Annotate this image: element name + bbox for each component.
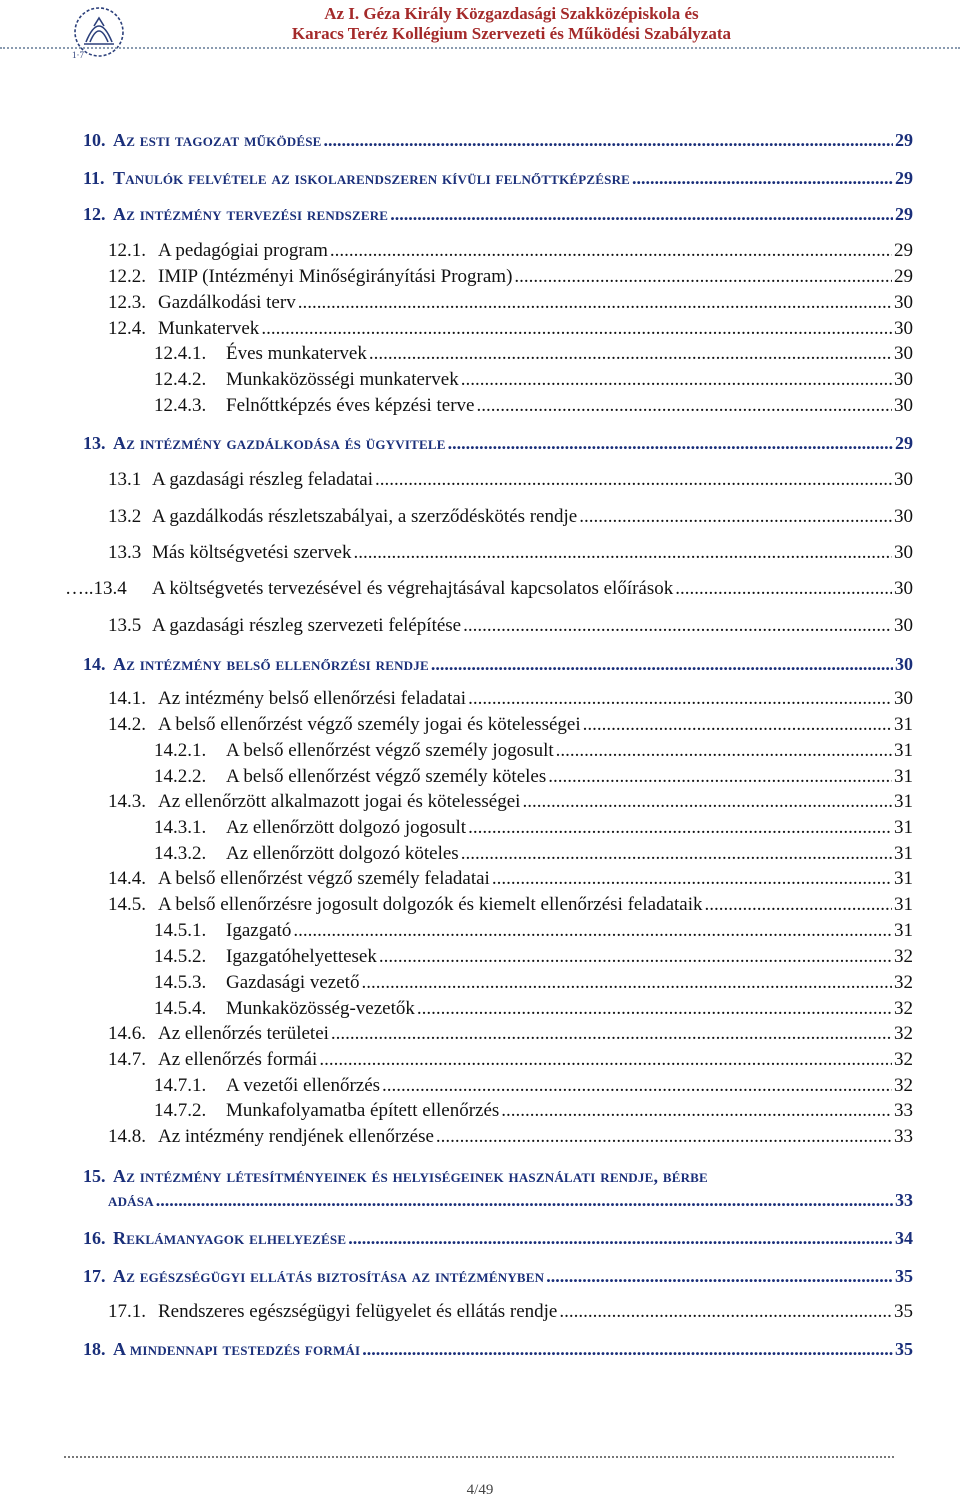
toc-entry-page: 30 bbox=[894, 578, 913, 599]
toc-leader-dots bbox=[461, 843, 892, 865]
toc-entry-title: Gazdasági vezető bbox=[226, 972, 360, 993]
toc-leader-dots bbox=[156, 1190, 893, 1211]
toc-leader-dots bbox=[319, 1049, 892, 1071]
toc-leader-dots bbox=[556, 740, 892, 762]
toc-entry-number: 13. bbox=[83, 433, 106, 453]
toc-leader-dots bbox=[382, 1075, 892, 1097]
toc-entry-title: Munkaközösség-vezetők bbox=[226, 998, 415, 1019]
toc-entry-page: 29 bbox=[895, 168, 913, 188]
toc-entry[interactable] bbox=[83, 130, 913, 151]
toc-entry-title: IMIP (Intézményi Minőségirányítási Program) bbox=[158, 266, 513, 287]
toc-leader-dots bbox=[361, 972, 892, 994]
toc-entry-page: 32 bbox=[894, 998, 913, 1019]
toc-entry[interactable] bbox=[154, 998, 913, 1020]
toc-entry-title: Tanulók felvétele az iskolarendszeren kívüli felnőttképzésre bbox=[113, 168, 631, 188]
toc-entry[interactable] bbox=[154, 817, 913, 839]
toc-leader-dots bbox=[546, 1266, 893, 1287]
toc-entry-number: 14.5.4. bbox=[154, 998, 207, 1019]
toc-entry-number: 14.7. bbox=[108, 1049, 146, 1070]
toc-entry-number: 14.3.1. bbox=[154, 817, 207, 838]
toc-entry-title: Munkafolyamatba épített ellenőrzés bbox=[226, 1100, 500, 1121]
toc-leader-dots bbox=[261, 318, 892, 340]
toc-leader-dots bbox=[579, 506, 892, 528]
toc-leader-dots bbox=[353, 542, 892, 564]
toc-entry-title: Az ellenőrzés formái bbox=[158, 1049, 318, 1070]
toc-entry[interactable] bbox=[108, 469, 913, 491]
toc-entry-page: 30 bbox=[895, 654, 913, 674]
toc-entry-number: 13.5 bbox=[108, 615, 142, 636]
toc-entry-title: Reklámanyagok elhelyezése bbox=[113, 1228, 347, 1248]
toc-entry-number: 14.3. bbox=[108, 791, 146, 812]
toc-entry-title: Felnőttképzés éves képzési terve bbox=[226, 395, 475, 416]
toc-entry-page: 29 bbox=[894, 266, 913, 287]
toc-entry-page: 29 bbox=[895, 204, 913, 224]
toc-entry-page: 29 bbox=[894, 240, 913, 261]
toc-entry-page: 33 bbox=[894, 1100, 913, 1121]
toc-entry-title: Az intézmény rendjének ellenőrzése bbox=[158, 1126, 434, 1147]
toc-entry[interactable] bbox=[108, 894, 913, 916]
toc-entry[interactable] bbox=[108, 1049, 913, 1071]
toc-leader-dots bbox=[431, 654, 893, 675]
toc-entry[interactable] bbox=[154, 740, 913, 762]
toc-leader-dots bbox=[348, 1228, 893, 1249]
toc-entry-number: 12. bbox=[83, 204, 106, 224]
toc-entry-title: Más költségvetési szervek bbox=[152, 542, 352, 563]
toc-entry-title: Éves munkatervek bbox=[226, 343, 367, 364]
toc-entry[interactable] bbox=[108, 542, 913, 564]
toc-leader-dots bbox=[514, 266, 892, 288]
toc-entry[interactable] bbox=[83, 1266, 913, 1287]
toc-entry-number: 14.5.2. bbox=[154, 946, 207, 967]
toc-entry-page: 30 bbox=[894, 369, 913, 390]
toc-leader-dots bbox=[463, 615, 892, 637]
toc-leader-dots bbox=[559, 1301, 892, 1323]
toc-leader-dots bbox=[379, 946, 892, 968]
toc-entry-title: Rendszeres egészségügyi felügyelet és ellátás rendje bbox=[158, 1301, 558, 1322]
toc-entry-page: 30 bbox=[894, 506, 913, 527]
toc-leader-dots bbox=[461, 369, 892, 391]
toc-entry-title: A belső ellenőrzésre jogosult dolgozók és kiemelt ellenőrzési feladataik bbox=[158, 894, 703, 915]
toc-entry-number: 14.8. bbox=[108, 1126, 146, 1147]
toc-entry-title: Munkaközösségi munkatervek bbox=[226, 369, 459, 390]
toc-entry-title: A költségvetés tervezésével és végrehajtásával kapcsolatos előírások bbox=[152, 578, 674, 599]
toc-entry-number: 14.7.2. bbox=[154, 1100, 207, 1121]
toc-leader-dots bbox=[436, 1126, 892, 1148]
toc-entry-number: 14.5. bbox=[108, 894, 146, 915]
toc-entry[interactable] bbox=[154, 972, 913, 994]
toc-entry-number: 14.4. bbox=[108, 868, 146, 889]
toc-entry-number: 14.2.1. bbox=[154, 740, 207, 761]
toc-leader-dots bbox=[375, 469, 892, 491]
toc-leader-dots bbox=[324, 130, 893, 151]
toc-leader-dots bbox=[369, 343, 892, 365]
toc-entry-number: 13.1 bbox=[108, 469, 142, 490]
toc-entry[interactable] bbox=[108, 1301, 913, 1323]
toc-entry-number: 17. bbox=[83, 1266, 106, 1286]
toc-entry-number: 12.1. bbox=[108, 240, 146, 261]
toc-entry-title: Az intézmény belső ellenőrzési feladatai bbox=[158, 688, 467, 709]
toc-leader-dots bbox=[492, 868, 892, 890]
toc-entry[interactable] bbox=[108, 292, 913, 314]
toc-entry-title: A pedagógiai program bbox=[158, 240, 328, 261]
toc-entry-title: A belső ellenőrzést végző személy köteles bbox=[226, 766, 547, 787]
toc-entry[interactable] bbox=[154, 1100, 913, 1122]
toc-entry[interactable] bbox=[108, 1126, 913, 1148]
toc-entry[interactable] bbox=[108, 791, 913, 813]
toc-entry-page: 32 bbox=[894, 1023, 913, 1044]
toc-entry-title: Munkatervek bbox=[158, 318, 260, 339]
toc-entry-page: 30 bbox=[894, 292, 913, 313]
toc-entry[interactable] bbox=[108, 266, 913, 288]
toc-entry-number: 18. bbox=[83, 1339, 106, 1359]
toc-entry-title: Az esti tagozat működése bbox=[113, 130, 322, 150]
svg-text:1·7: 1·7 bbox=[72, 50, 84, 60]
toc-leader-dots bbox=[501, 1100, 892, 1122]
toc-entry-title: A belső ellenőrzést végző személy jogosult bbox=[226, 740, 554, 761]
toc-entry-page: 34 bbox=[895, 1228, 913, 1248]
toc-entry-title: A gazdasági részleg feladatai bbox=[152, 469, 374, 490]
toc-entry-title: Az ellenőrzött dolgozó köteles bbox=[226, 843, 459, 864]
page-number: 4/49 bbox=[466, 1482, 494, 1498]
toc-entry-page: 33 bbox=[894, 1126, 913, 1147]
toc-entry[interactable] bbox=[83, 433, 913, 454]
toc-entry[interactable] bbox=[154, 843, 913, 865]
toc-entry-page: 32 bbox=[894, 946, 913, 967]
toc-leader-dots bbox=[705, 894, 893, 916]
toc-entry-page: 31 bbox=[894, 843, 913, 864]
toc-entry-page: 32 bbox=[894, 972, 913, 993]
toc-leader-dots bbox=[675, 578, 892, 600]
toc-entry-page: 33 bbox=[895, 1190, 913, 1210]
toc-entry-number: …..13.4 bbox=[65, 578, 127, 599]
toc-entry[interactable] bbox=[108, 615, 913, 637]
toc-entry-number: 11. bbox=[83, 168, 105, 188]
toc-entry-title: Igazgatóhelyettesek bbox=[226, 946, 377, 967]
footer-divider bbox=[64, 1456, 894, 1458]
toc-leader-dots bbox=[330, 240, 892, 262]
toc-entry-title: adása bbox=[108, 1190, 154, 1210]
toc-entry-page: 32 bbox=[894, 1075, 913, 1096]
toc-entry-title: A mindennapi testedzés formái bbox=[113, 1339, 361, 1359]
toc-entry-title: A gazdasági részleg szervezeti felépítése bbox=[152, 615, 462, 636]
toc-entry-number: 15. bbox=[83, 1166, 106, 1186]
toc-entry-number: 14.3.2. bbox=[154, 843, 207, 864]
toc-entry-page: 31 bbox=[894, 894, 913, 915]
toc-entry-number: 14.5.3. bbox=[154, 972, 207, 993]
toc-entry-page: 35 bbox=[895, 1266, 913, 1286]
toc-entry[interactable] bbox=[154, 766, 913, 788]
toc-entry[interactable] bbox=[83, 1339, 913, 1360]
toc-entry-page: 30 bbox=[894, 395, 913, 416]
toc-entry-title: Igazgató bbox=[226, 920, 292, 941]
toc-entry-title: A gazdálkodás részletszabályai, a szerződéskötés rendje bbox=[152, 506, 578, 527]
toc-entry-number: 17.1. bbox=[108, 1301, 146, 1322]
toc-entry[interactable] bbox=[154, 1075, 913, 1097]
toc-entry[interactable] bbox=[108, 1190, 913, 1211]
toc-entry-number: 12.4.3. bbox=[154, 395, 207, 416]
toc-leader-dots bbox=[468, 817, 892, 839]
toc-entry-page: 32 bbox=[894, 1049, 913, 1070]
toc-entry-title: Az intézmény tervezési rendszere bbox=[113, 204, 389, 224]
toc-entry[interactable] bbox=[108, 1023, 913, 1045]
toc-entry[interactable] bbox=[65, 578, 913, 600]
toc-entry-page: 29 bbox=[895, 433, 913, 453]
toc-entry[interactable] bbox=[154, 920, 913, 942]
toc-entry-number: 12.2. bbox=[108, 266, 146, 287]
toc-leader-dots bbox=[476, 395, 892, 417]
toc-leader-dots bbox=[390, 204, 893, 225]
toc-leader-dots bbox=[362, 1339, 893, 1360]
toc-entry-title: Az egészségügyi ellátás biztosítása az intézményben bbox=[113, 1266, 545, 1286]
toc-entry-number: 12.4.2. bbox=[154, 369, 207, 390]
toc-leader-dots bbox=[632, 168, 893, 189]
toc-entry-page: 31 bbox=[894, 791, 913, 812]
toc-entry[interactable] bbox=[83, 1228, 913, 1249]
toc-entry-number: 12.4. bbox=[108, 318, 146, 339]
toc-entry[interactable] bbox=[108, 688, 913, 710]
toc-entry-number: 12.4.1. bbox=[154, 343, 207, 364]
toc-entry[interactable] bbox=[154, 343, 913, 365]
toc-entry[interactable] bbox=[154, 946, 913, 968]
toc-entry-title: Az ellenőrzés területei bbox=[158, 1023, 329, 1044]
toc-entry-page: 31 bbox=[894, 740, 913, 761]
toc-leader-dots bbox=[548, 766, 892, 788]
toc-entry-number: 10. bbox=[83, 130, 106, 150]
toc-entry-page: 35 bbox=[895, 1339, 913, 1359]
toc-entry-title: Gazdálkodási terv bbox=[158, 292, 296, 313]
toc-entry[interactable] bbox=[83, 168, 913, 189]
toc-entry-number: 14.2.2. bbox=[154, 766, 207, 787]
toc-entry-page: 31 bbox=[894, 714, 913, 735]
toc-entry-page: 31 bbox=[894, 868, 913, 889]
toc-entry[interactable] bbox=[108, 714, 913, 736]
toc-entry-number: 16. bbox=[83, 1228, 106, 1248]
toc-entry[interactable] bbox=[108, 506, 913, 528]
toc-entry[interactable] bbox=[108, 240, 913, 262]
toc-entry-page: 30 bbox=[894, 688, 913, 709]
toc-entry-title: A belső ellenőrzést végző személy feladatai bbox=[158, 868, 490, 889]
toc-entry-page: 30 bbox=[894, 469, 913, 490]
toc-leader-dots bbox=[293, 920, 892, 942]
toc-entry-page: 35 bbox=[894, 1301, 913, 1322]
toc-entry-page: 30 bbox=[894, 615, 913, 636]
toc-entry-number: 14.7.1. bbox=[154, 1075, 207, 1096]
header-title-line-2: Karacs Teréz Kollégium Szervezeti és Működési Szabályzata bbox=[291, 24, 731, 43]
toc-entry-title: A vezetői ellenőrzés bbox=[226, 1075, 381, 1096]
toc-leader-dots bbox=[522, 791, 892, 813]
toc-entry[interactable] bbox=[83, 1166, 913, 1187]
toc-entry-page: 30 bbox=[894, 542, 913, 563]
toc-entry-page: 31 bbox=[894, 920, 913, 941]
toc-entry-title: Az intézmény belső ellenőrzési rendje bbox=[113, 654, 429, 674]
toc-entry[interactable] bbox=[154, 369, 913, 391]
toc-entry[interactable] bbox=[83, 204, 913, 225]
toc-leader-dots bbox=[331, 1023, 892, 1045]
toc-leader-dots bbox=[583, 714, 892, 736]
toc-entry-number: 14. bbox=[83, 654, 106, 674]
toc-entry-page: 30 bbox=[894, 318, 913, 339]
toc-entry-title: Az ellenőrzött alkalmazott jogai és kötelességei bbox=[158, 791, 521, 812]
toc-entry-title: Az intézmény létesítményeinek és helyiségeinek használati rendje, bérbe bbox=[113, 1166, 708, 1186]
toc-entry[interactable] bbox=[108, 868, 913, 890]
toc-entry-page: 31 bbox=[894, 817, 913, 838]
toc-entry[interactable] bbox=[108, 318, 913, 340]
toc-leader-dots bbox=[417, 998, 892, 1020]
toc-entry-title: Az ellenőrzött dolgozó jogosult bbox=[226, 817, 467, 838]
toc-entry-page: 31 bbox=[894, 766, 913, 787]
toc-entry-page: 29 bbox=[895, 130, 913, 150]
toc-leader-dots bbox=[448, 433, 893, 454]
toc-entry[interactable] bbox=[83, 654, 913, 675]
toc-entry-page: 30 bbox=[894, 343, 913, 364]
toc-entry-number: 14.1. bbox=[108, 688, 146, 709]
header-title-line-1: Az I. Géza Király Közgazdasági Szakközépiskola és bbox=[324, 4, 699, 23]
toc-entry-number: 12.3. bbox=[108, 292, 146, 313]
toc-leader-dots bbox=[468, 688, 892, 710]
toc-entry[interactable] bbox=[154, 395, 913, 417]
toc-entry-number: 14.6. bbox=[108, 1023, 146, 1044]
toc-leader-dots bbox=[298, 292, 892, 314]
toc-entry-title: Az intézmény gazdálkodása és ügyvitele bbox=[113, 433, 446, 453]
toc-entry-number: 13.2 bbox=[108, 506, 142, 527]
toc-entry-number: 14.2. bbox=[108, 714, 146, 735]
toc-entry-number: 13.3 bbox=[108, 542, 142, 563]
toc-entry-title: A belső ellenőrzést végző személy jogai és kötelességei bbox=[158, 714, 581, 735]
toc-entry-number: 14.5.1. bbox=[154, 920, 207, 941]
